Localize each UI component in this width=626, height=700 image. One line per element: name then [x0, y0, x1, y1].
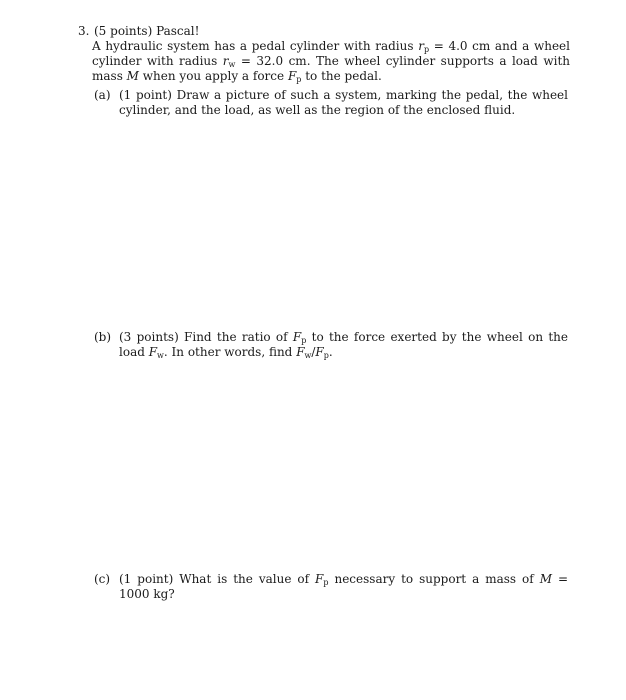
part-a-text: (1 point) Draw a picture of such a system, marking the pedal, the wheel cylinder, and the load, as well as the region of the enclosed fluid. [119, 88, 568, 117]
sub-p: p [296, 75, 302, 84]
part-a [94, 88, 568, 118]
intro-text-1: A hydraulic system has a pedal cylinder with radius [92, 39, 419, 53]
part-c-text-3: = 1000 kg? [119, 572, 569, 601]
part-b-text-2: to the force exerted by the wheel on the load [119, 330, 568, 359]
problem-intro [92, 39, 570, 84]
var-r: r [418, 39, 424, 53]
intro-text-2: = 4.0 cm and a wheel cylinder with radius [92, 39, 571, 68]
var-f: F [296, 345, 305, 359]
var-f: F [292, 330, 302, 344]
part-b-text-1: (3 points) Find the ratio of [119, 330, 293, 344]
part-c-label: (c) [94, 572, 111, 586]
sub-p: p [323, 351, 329, 360]
problem-header [78, 24, 199, 39]
part-c-text-1: (1 point) What is the value of [119, 572, 316, 586]
sub-p: p [301, 336, 307, 345]
var-f: F [315, 345, 324, 359]
part-c [94, 572, 568, 602]
part-b-label: (b) [94, 330, 112, 344]
part-b-text-3: . In other words, find [163, 345, 297, 359]
sub-w: w [157, 351, 164, 360]
problem-number: 3. [78, 24, 90, 38]
intro-text-3: = 32.0 cm. The wheel cylinder supports a load with mass [92, 54, 570, 83]
var-m: M [539, 572, 552, 586]
problem-heading: (5 points) Pascal! [94, 24, 200, 38]
sub-p: p [423, 45, 430, 54]
var-f: F [148, 345, 158, 359]
intro-text-5: to the pedal. [301, 69, 382, 83]
var-f: F [315, 572, 324, 586]
intro-text-4: when you apply a force [138, 69, 288, 83]
part-b-text [119, 330, 568, 360]
var-f: F [287, 69, 297, 83]
part-b [94, 330, 568, 360]
part-c-text [119, 572, 568, 602]
slash: / [311, 345, 316, 359]
sub-w: w [304, 351, 312, 360]
part-c-text-2: necessary to support a mass of [328, 572, 540, 586]
var-r: r [222, 54, 229, 68]
part-a-label: (a) [94, 88, 111, 102]
part-b-text-4: . [328, 345, 333, 359]
var-m: M [126, 69, 139, 83]
sub-p: p [323, 578, 329, 587]
sub-w: w [228, 60, 236, 69]
